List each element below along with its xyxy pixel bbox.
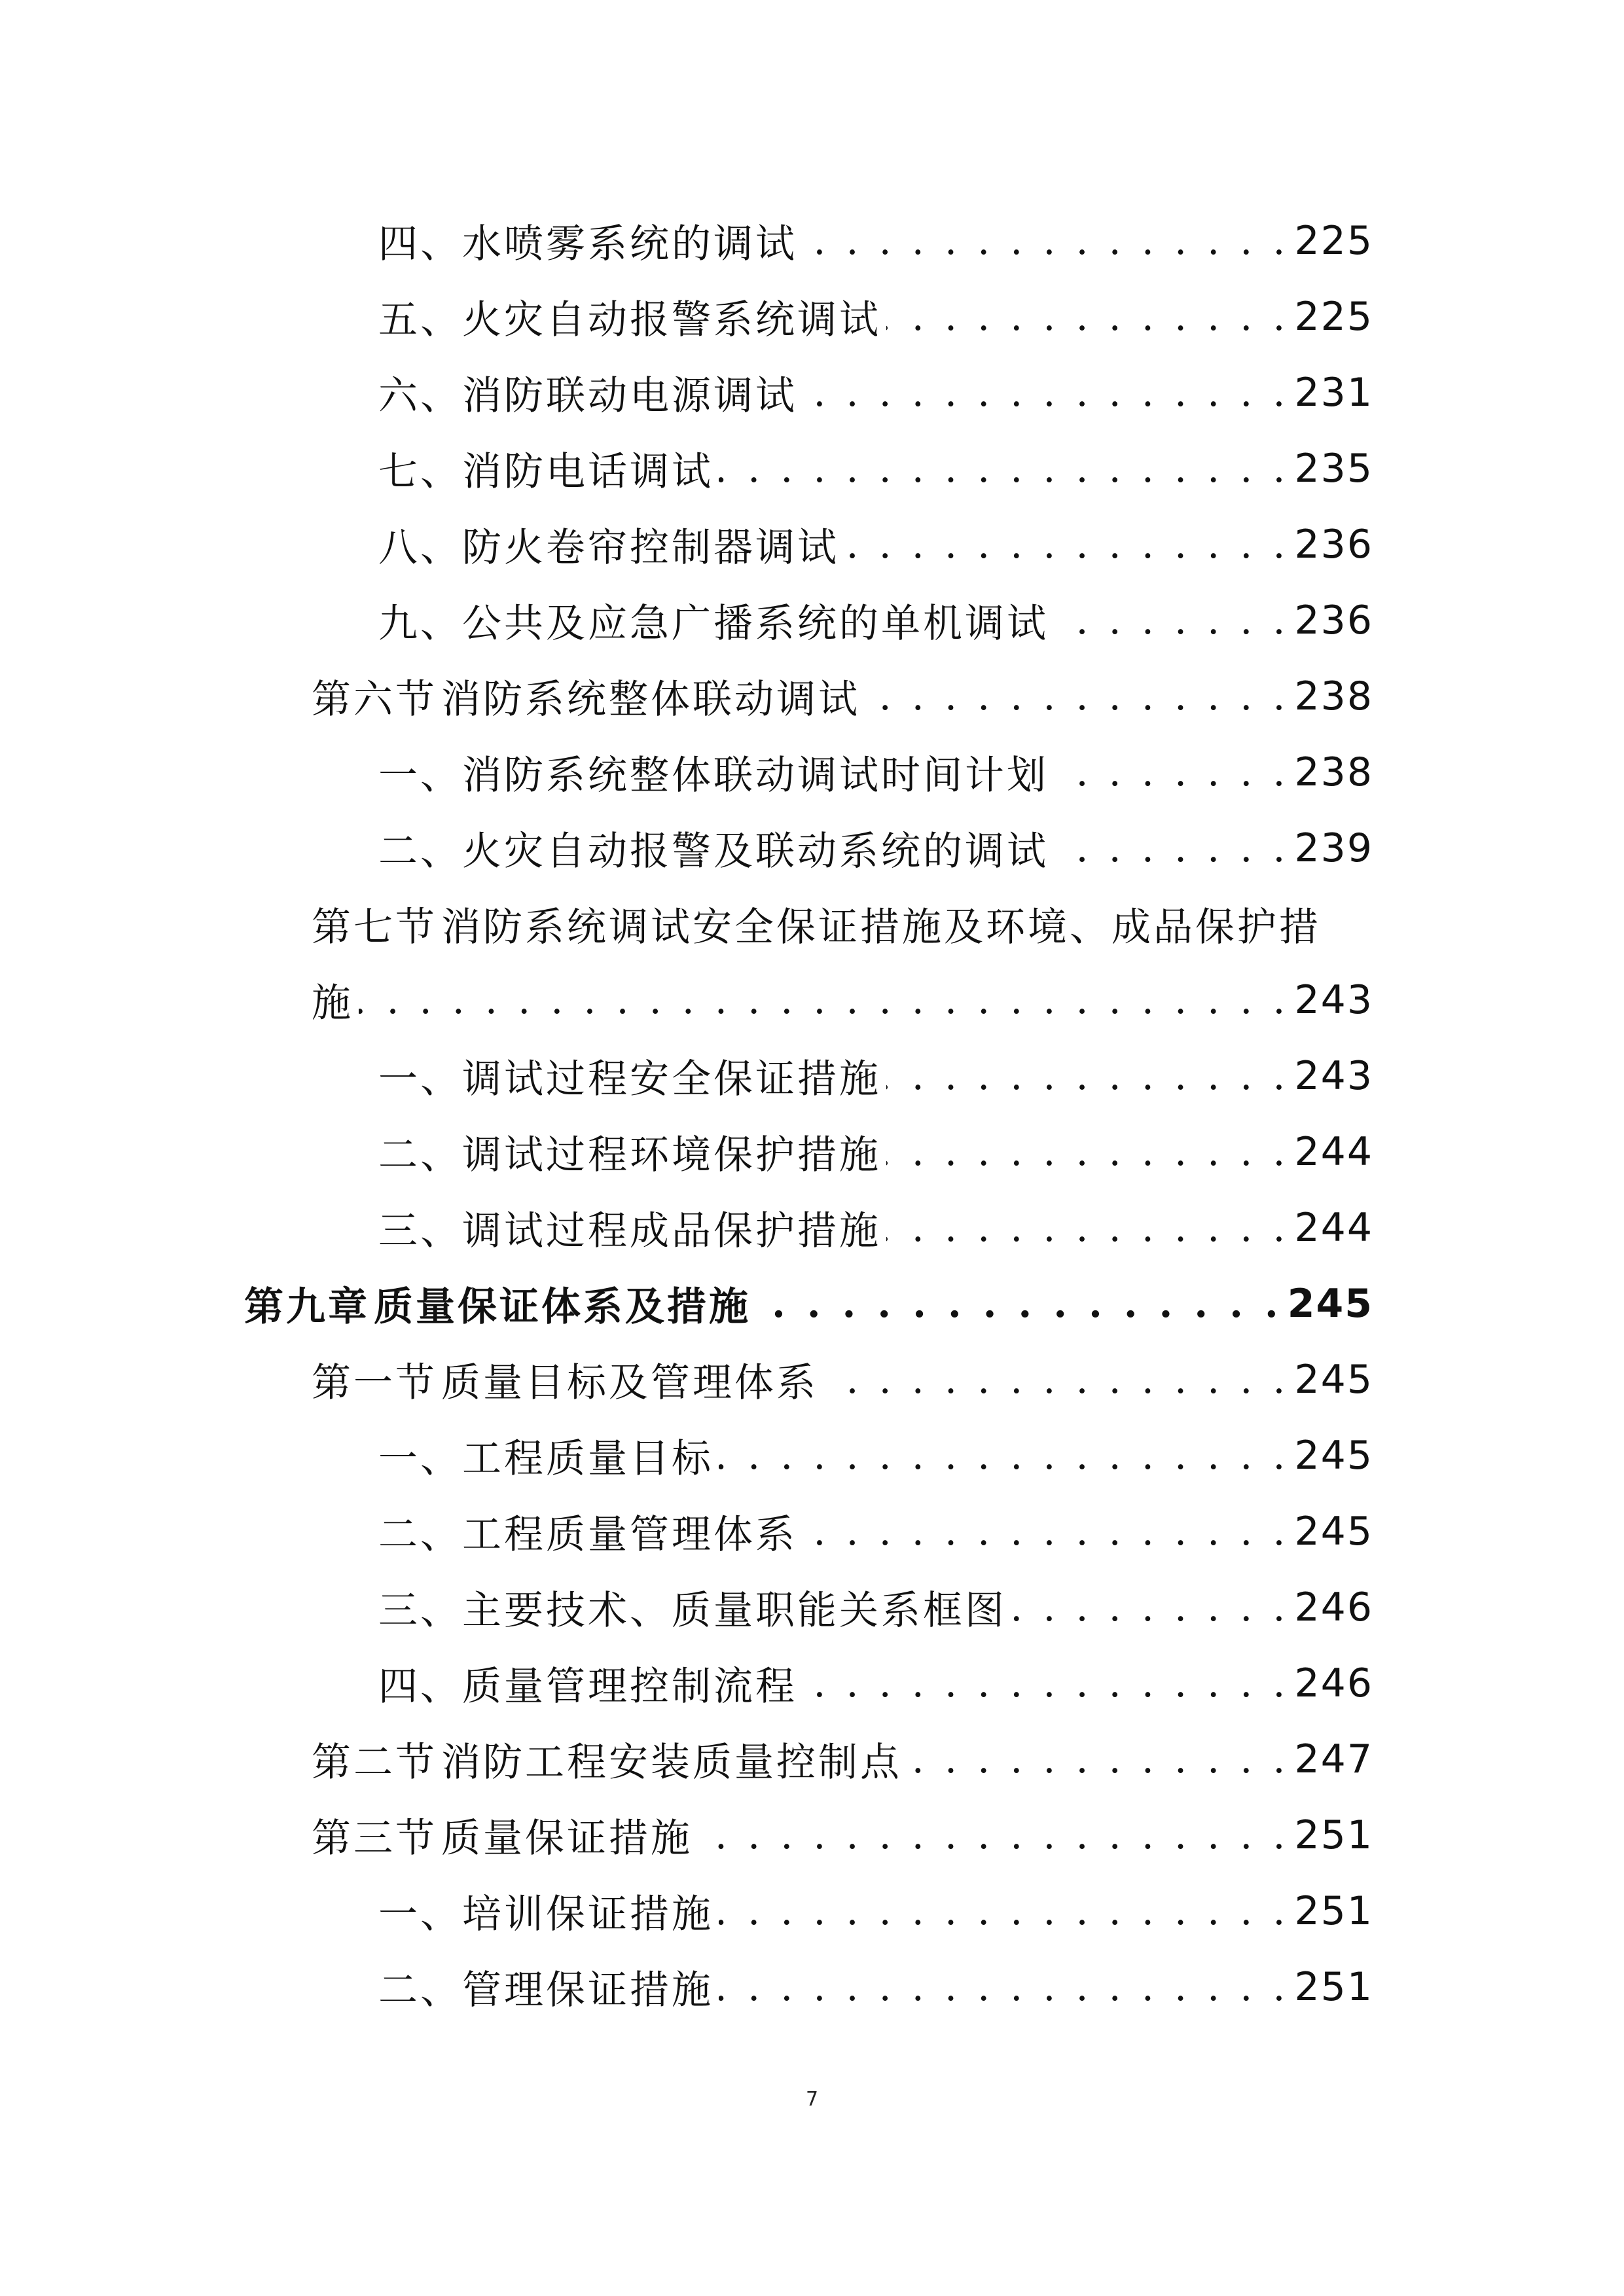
toc-entry-title: 火灾自动报警系统调试	[462, 297, 881, 343]
toc-entry-page: 244	[1294, 1205, 1373, 1251]
toc-dot-leader	[886, 1132, 1289, 1172]
toc-entry-number: 第三节	[312, 1816, 437, 1861]
toc-entry-title: 施	[312, 980, 353, 1026]
toc-entry-number: 三、	[378, 1588, 462, 1634]
toc-entry-page: 246	[1294, 1585, 1373, 1630]
toc-entry-title: 消防系统整体联动调试时间计划	[462, 753, 1049, 798]
toc-dot-leader	[886, 297, 1289, 336]
toc-entry-number: 五、	[378, 297, 462, 343]
toc-dot-leader	[1054, 601, 1289, 640]
toc-entry[interactable]	[378, 1190, 1373, 1266]
toc-entry-page: 225	[1294, 218, 1373, 264]
toc-entry-title: 管理保证措施	[462, 1967, 713, 2013]
toc-entry-page: 236	[1294, 522, 1373, 567]
toc-entry[interactable]	[378, 431, 1373, 507]
toc-entry[interactable]	[378, 203, 1373, 279]
toc-entry-title: 水喷雾系统的调试	[462, 221, 797, 267]
toc-entry-number: 七、	[378, 449, 462, 495]
toc-entry[interactable]	[378, 1494, 1373, 1570]
toc-entry-title: 质量管理控制流程	[462, 1664, 797, 1710]
toc-entry-title: 质量保证措施	[441, 1816, 693, 1861]
toc-entry-number: 第六节	[312, 677, 437, 723]
toc-entry-page: 251	[1294, 1964, 1373, 2010]
toc-entry-number: 一、	[378, 1056, 462, 1102]
toc-dot-leader	[803, 221, 1289, 260]
toc-section-entry[interactable]	[312, 1721, 1373, 1797]
toc-entry-page: 231	[1294, 370, 1373, 416]
toc-entry-number: 第一节	[312, 1360, 437, 1406]
toc-entry-page: 245	[1287, 1281, 1373, 1327]
toc-entry-title: 工程质量目标	[462, 1436, 713, 1482]
toc-dot-leader	[698, 1816, 1289, 1855]
toc-entry-number: 四、	[378, 1664, 462, 1710]
toc-entry-number: 一、	[378, 753, 462, 798]
toc-entry[interactable]	[378, 1570, 1373, 1645]
toc-entry-page: 245	[1294, 1357, 1373, 1403]
toc-entry-number: 九、	[378, 601, 462, 647]
toc-entry-title: 防火卷帘控制器调试	[462, 525, 839, 571]
toc-dot-leader	[844, 525, 1289, 564]
toc-dot-leader	[1054, 829, 1289, 868]
toc-dot-leader	[886, 1056, 1289, 1096]
toc-section-entry[interactable]	[312, 1797, 1373, 1873]
toc-entry-title: 调试过程环境保护措施	[462, 1132, 881, 1178]
toc-entry-page: 251	[1294, 1888, 1373, 1934]
toc-entry-page: 251	[1294, 1812, 1373, 1858]
toc-entry-number: 一、	[378, 1436, 462, 1482]
toc-entry-page: 225	[1294, 294, 1373, 340]
toc-dot-leader	[719, 1892, 1289, 1931]
toc-entry-page: 244	[1294, 1129, 1373, 1175]
toc-dot-leader	[823, 1360, 1289, 1399]
toc-dot-leader	[803, 1512, 1289, 1551]
toc-entry-number: 八、	[378, 525, 462, 571]
toc-entry-title: 消防工程安装质量控制点	[441, 1740, 902, 1785]
toc-entry-title: 公共及应急广播系统的单机调试	[462, 601, 1049, 647]
page-number: 7	[805, 2088, 819, 2111]
toc-entry[interactable]	[378, 355, 1373, 431]
toc-entry-title: 消防系统调试安全保证措施及环境、成品保护措	[441, 905, 1321, 950]
toc-entry[interactable]	[378, 1645, 1373, 1721]
toc-dot-leader	[719, 1436, 1289, 1475]
toc-entry-number: 第二节	[312, 1740, 437, 1785]
toc-entry-continuation[interactable]	[312, 962, 1373, 1038]
toc-dot-leader	[719, 449, 1289, 488]
toc-dot-leader	[803, 1664, 1289, 1703]
toc-entry-number: 四、	[378, 221, 462, 267]
toc-entry-page: 246	[1294, 1660, 1373, 1706]
toc-entry-title: 工程质量管理体系	[462, 1512, 797, 1558]
toc-entry-page: 247	[1294, 1736, 1373, 1782]
toc-entry-number: 二、	[378, 1132, 462, 1178]
toc-entry-title: 调试过程成品保护措施	[462, 1208, 881, 1254]
toc-entry-title: 消防联动电源调试	[462, 373, 797, 419]
toc-entry-title: 调试过程安全保证措施	[462, 1056, 881, 1102]
toc-entry-page: 245	[1294, 1509, 1373, 1554]
toc-entry-page: 235	[1294, 446, 1373, 492]
toc-entry-page: 243	[1294, 1053, 1373, 1099]
toc-entry[interactable]	[378, 507, 1373, 583]
toc-entry-title: 火灾自动报警及联动系统的调试	[462, 829, 1049, 874]
toc-section-entry[interactable]	[312, 658, 1373, 734]
toc-entry[interactable]	[378, 734, 1373, 810]
toc-dot-leader	[756, 1284, 1282, 1323]
toc-entry-page: 239	[1294, 825, 1373, 871]
toc-entry-number: 三、	[378, 1208, 462, 1254]
toc-entry-page: 243	[1294, 977, 1373, 1023]
toc-dot-leader	[719, 1967, 1289, 2007]
toc-dot-leader	[359, 980, 1289, 1020]
toc-chapter-entry[interactable]	[244, 1266, 1373, 1342]
toc-entry-number: 二、	[378, 1967, 462, 2013]
toc-entry-title: 主要技术、质量职能关系框图	[462, 1588, 1007, 1634]
toc-entry[interactable]	[378, 279, 1373, 355]
toc-entry-title: 培训保证措施	[462, 1892, 713, 1937]
toc-entry-title: 质量目标及管理体系	[441, 1360, 818, 1406]
toc-dot-leader	[1012, 1588, 1289, 1627]
toc-dot-leader	[803, 373, 1289, 412]
toc-entry-number: 二、	[378, 1512, 462, 1558]
toc-entry-page: 245	[1294, 1433, 1373, 1479]
toc-dot-leader	[907, 1740, 1289, 1779]
toc-entry-page: 238	[1294, 749, 1373, 795]
toc-entry[interactable]	[378, 1418, 1373, 1494]
toc-entry[interactable]	[378, 583, 1373, 658]
toc-section-entry[interactable]	[312, 1342, 1373, 1418]
toc-dot-leader	[886, 1208, 1289, 1247]
toc-entry-title: 消防系统整体联动调试	[441, 677, 860, 723]
toc-entry-title: 消防电话调试	[462, 449, 713, 495]
toc-entry-number: 六、	[378, 373, 462, 419]
toc-entry-number: 第七节	[312, 905, 437, 950]
toc-entry[interactable]	[378, 1949, 1373, 2025]
toc-entry-page: 236	[1294, 598, 1373, 643]
toc-entry-number: 一、	[378, 1892, 462, 1937]
toc-section-entry[interactable]	[312, 886, 1373, 962]
toc-entry-number: 二、	[378, 829, 462, 874]
toc-entry[interactable]	[378, 1873, 1373, 1949]
toc-entry[interactable]	[378, 1038, 1373, 1114]
toc-entry-number: 第九章	[244, 1284, 370, 1330]
toc-dot-leader	[865, 677, 1289, 716]
toc-dot-leader	[1054, 753, 1289, 792]
toc-entry-title: 质量保证体系及措施	[374, 1284, 751, 1330]
toc-entry[interactable]	[378, 1114, 1373, 1190]
toc-entry[interactable]	[378, 810, 1373, 886]
toc-entry-page: 238	[1294, 673, 1373, 719]
